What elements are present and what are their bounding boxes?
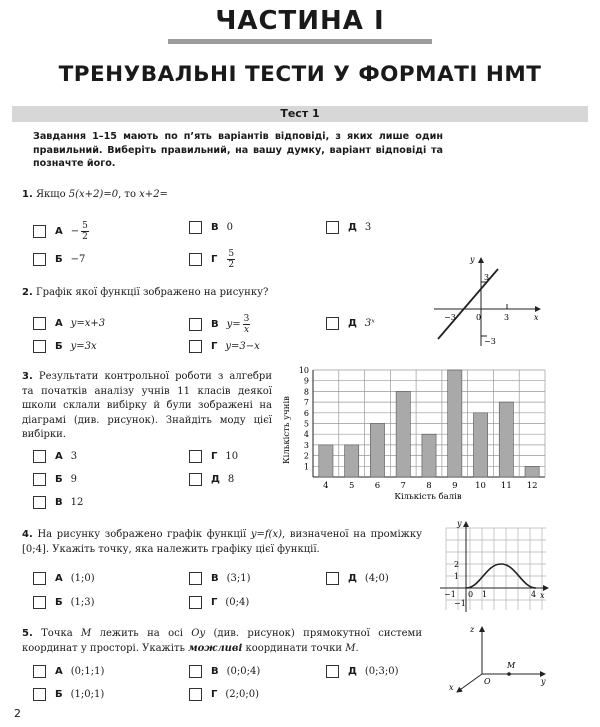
- test-title-bar: Тест 1: [12, 106, 588, 122]
- question-3: [22, 370, 272, 443]
- q1-option-b-cyr[interactable]: [33, 253, 85, 266]
- q2-option-v[interactable]: [189, 314, 250, 335]
- math-variable: M: [345, 642, 356, 654]
- option-letter: А: [55, 573, 63, 584]
- q5-option-b[interactable]: [33, 688, 104, 701]
- q4-option-d[interactable]: [326, 572, 389, 585]
- option-value: −7: [70, 254, 86, 265]
- question-4: [22, 528, 422, 557]
- q3-option-b[interactable]: [33, 473, 77, 486]
- tick-label: −1: [454, 599, 466, 608]
- bar-4: [319, 445, 333, 477]
- tick-label: −3: [484, 337, 496, 346]
- option-letter: Д: [348, 222, 357, 233]
- option-letter: Д: [348, 666, 357, 677]
- y-tick-label: 3: [303, 440, 309, 450]
- answer-checkbox[interactable]: [33, 688, 46, 701]
- x-axis-label: x: [540, 591, 545, 600]
- option-value: 8: [227, 474, 235, 485]
- q4-option-v[interactable]: [189, 572, 251, 585]
- question-number: 3.: [22, 371, 33, 382]
- fraction-denominator: x: [243, 325, 250, 335]
- option-letter: Б: [55, 597, 63, 608]
- q4-option-a[interactable]: [33, 572, 95, 585]
- answer-checkbox[interactable]: [33, 450, 46, 463]
- y-tick-label: 7: [303, 398, 309, 408]
- bar-11: [499, 402, 513, 477]
- x-tick-label: 5: [348, 481, 355, 491]
- x-tick-label: 7: [400, 481, 406, 491]
- tick-label: 1: [482, 590, 488, 599]
- option-value: (1;0): [70, 573, 95, 584]
- y-tick-label: 5: [303, 419, 309, 429]
- fraction-numerator: 5: [82, 221, 88, 231]
- y-axis-label: y: [470, 255, 475, 264]
- q5-3d-axes: [445, 622, 550, 694]
- page-number: 2: [14, 707, 21, 720]
- part-heading: ЧАСТИНА І: [215, 6, 385, 36]
- option-letter: Г: [211, 689, 218, 700]
- option-letter: А: [55, 226, 63, 237]
- fraction-numerator: 5: [228, 249, 235, 259]
- y-axis-label: y: [541, 677, 546, 686]
- question-text: лежить на осі: [91, 628, 192, 639]
- y-tick-label: 4: [303, 430, 309, 440]
- option-letter: Г: [211, 341, 218, 352]
- option-letter: Г: [211, 597, 218, 608]
- option-letter: Б: [55, 689, 63, 700]
- option-letter: В: [211, 666, 219, 677]
- answer-checkbox[interactable]: [33, 596, 46, 609]
- y-tick-label: 10: [298, 366, 309, 375]
- answer-checkbox[interactable]: [326, 572, 339, 585]
- option-letter: Б: [55, 254, 63, 265]
- y-tick-labels: [299, 366, 309, 471]
- answer-checkbox[interactable]: [33, 496, 46, 509]
- bar-12: [525, 466, 539, 477]
- option-letter: В: [211, 222, 219, 233]
- question-number: 2.: [22, 287, 33, 298]
- q3-option-a[interactable]: [33, 450, 77, 463]
- option-letter: Г: [211, 254, 218, 265]
- answer-checkbox[interactable]: [189, 473, 202, 486]
- option-value: 9: [70, 474, 77, 485]
- answer-checkbox[interactable]: [189, 596, 202, 609]
- option-letter: А: [55, 318, 63, 329]
- option-value: (1;0;1): [70, 689, 105, 700]
- answer-checkbox[interactable]: [189, 253, 202, 266]
- x-tick-label: 9: [452, 481, 458, 491]
- y-tick-label: 9: [303, 376, 309, 386]
- answer-checkbox[interactable]: [189, 318, 202, 331]
- q1-option-b[interactable]: [189, 221, 233, 234]
- option-value: 0: [226, 222, 233, 233]
- question-text: , визначеної на проміжку: [281, 529, 422, 540]
- q3-bar-chart: [280, 362, 550, 502]
- question-text: координати точки: [242, 642, 346, 654]
- fraction-numerator: 3: [243, 314, 250, 324]
- x-tick-label: 4: [323, 481, 329, 491]
- emphasis-text: можливі: [188, 642, 243, 654]
- y-tick-label: 6: [303, 408, 309, 418]
- q2-option-g[interactable]: [189, 340, 260, 353]
- x-axis-label: x: [449, 683, 454, 692]
- answer-checkbox[interactable]: [33, 340, 46, 353]
- q4-option-g[interactable]: [189, 596, 249, 609]
- tick-label: 2: [454, 560, 460, 569]
- bar-8: [422, 434, 436, 477]
- origin-label: O: [484, 677, 491, 686]
- x-tick-label: 11: [500, 481, 512, 491]
- option-value: (4;0): [364, 573, 389, 584]
- bar-9: [448, 370, 462, 477]
- tick-label: −1: [444, 590, 456, 599]
- q3-option-v[interactable]: [33, 496, 83, 509]
- answer-checkbox[interactable]: [189, 572, 202, 585]
- q3-option-g[interactable]: [189, 450, 238, 463]
- answer-checkbox[interactable]: [326, 221, 339, 234]
- math-variable: M: [81, 628, 92, 639]
- option-letter: Г: [211, 451, 218, 462]
- question-text: .: [355, 642, 359, 654]
- answer-checkbox[interactable]: [326, 665, 339, 678]
- option-value: (2;0;0): [225, 689, 260, 700]
- q4-graph: [432, 518, 550, 614]
- option-value: (1;3): [70, 597, 95, 608]
- math-expression: x+2=: [139, 189, 168, 200]
- question-text: Якщо: [35, 189, 69, 200]
- answer-checkbox[interactable]: [189, 665, 202, 678]
- q2-option-d[interactable]: [326, 317, 375, 330]
- q1-option-g[interactable]: [189, 249, 235, 270]
- answer-checkbox[interactable]: [189, 340, 202, 353]
- question-text: На рисунку зображено графік функції: [37, 529, 251, 540]
- point-m: [507, 672, 511, 676]
- z-axis-label: z: [470, 625, 475, 634]
- tick-label: 3: [484, 273, 490, 282]
- question-text: Графік якої функції зображено на рисунку?: [35, 287, 269, 298]
- q2-graph: [432, 254, 547, 348]
- question-text: , то: [118, 189, 140, 200]
- point-label: M: [507, 661, 516, 670]
- question-number: 5.: [22, 628, 33, 639]
- tick-label: −3: [444, 313, 456, 322]
- option-value: 12: [70, 497, 84, 508]
- x-tick-label: 6: [374, 481, 381, 491]
- option-letter: Д: [211, 474, 220, 485]
- instructions-text: Завдання 1–15 мають по п’ять варіантів відповіді, з яких лише один правильний. Виберіть правильний, на вашу думку, варіант відповіді та позначте його.: [33, 131, 443, 169]
- question-text: (див. рисунок) прямокутної системи координат у просторі. Укажіть: [22, 628, 423, 654]
- x-axis-title: Кількість балів: [394, 492, 462, 502]
- answer-checkbox[interactable]: [33, 665, 46, 678]
- origin-label: 0: [468, 590, 474, 599]
- math-expression: 5(x+2)=0: [68, 189, 119, 200]
- option-value: (0;3;0): [364, 666, 399, 677]
- q5-option-d[interactable]: [326, 665, 399, 678]
- fraction-denominator: 2: [228, 260, 235, 270]
- answer-checkbox[interactable]: [189, 688, 202, 701]
- option-letter: Д: [348, 318, 357, 329]
- math-expression: y=f(x): [250, 529, 282, 540]
- y-tick-label: 1: [303, 462, 309, 472]
- option-letter: В: [211, 573, 219, 584]
- q5-option-a[interactable]: [33, 665, 104, 678]
- answer-checkbox[interactable]: [326, 317, 339, 330]
- option-value: y=3x: [70, 341, 97, 352]
- y-axis-label: y: [457, 519, 462, 528]
- question-number: 1.: [22, 189, 33, 200]
- answer-checkbox[interactable]: [33, 253, 46, 266]
- x-axis: [457, 674, 482, 692]
- option-letter: А: [55, 451, 63, 462]
- question-5: [22, 627, 422, 656]
- x-tick-labels: [323, 481, 537, 491]
- option-letter: Б: [55, 341, 63, 352]
- q1-option-a[interactable]: [33, 221, 89, 242]
- part-underline: [168, 39, 432, 44]
- option-value: y=x+3: [70, 318, 106, 329]
- math-expression: [0;4]: [22, 543, 46, 555]
- origin-label: 0: [476, 313, 482, 322]
- answer-checkbox[interactable]: [33, 225, 46, 238]
- option-value: 3: [364, 222, 372, 233]
- option-letter: Б: [55, 474, 63, 485]
- answer-checkbox[interactable]: [33, 317, 46, 330]
- q4-option-b[interactable]: [33, 596, 95, 609]
- question-text: . Укажіть точку, яка належить графіку цієї функції.: [45, 543, 320, 555]
- option-sign: −: [70, 226, 80, 237]
- q2-option-a[interactable]: [33, 317, 105, 330]
- q1-option-d[interactable]: [326, 221, 371, 234]
- option-prefix: y=: [226, 319, 241, 330]
- y-tick-label: 2: [303, 451, 309, 461]
- q2-option-b[interactable]: [33, 340, 97, 353]
- q5-option-v[interactable]: [189, 665, 260, 678]
- option-value: (0;4): [225, 597, 250, 608]
- question-text: Точка: [41, 628, 82, 639]
- x-tick-label: 10: [475, 481, 486, 491]
- x-tick-label: 8: [426, 481, 432, 491]
- bar-10: [473, 413, 487, 477]
- tick-label: 1: [454, 572, 460, 581]
- y-axis-title: Кількість учнів: [282, 396, 292, 464]
- option-value: 3: [70, 451, 78, 462]
- bar-6: [370, 424, 384, 478]
- option-letter: В: [211, 319, 219, 330]
- option-letter: Д: [348, 573, 357, 584]
- question-text: Результати контрольної роботи з алгебри та початків аналізу учнів 11 класів деякої школи склали вибірку й були зображені на діаграмі (див. рисунок). Знайдіть моду цієї вибірки.: [22, 371, 272, 440]
- fraction-denominator: 2: [82, 232, 88, 242]
- bar-5: [345, 445, 359, 477]
- page-title: ТРЕНУВАЛЬНІ ТЕСТИ У ФОРМАТІ НМТ: [58, 62, 542, 87]
- answer-checkbox[interactable]: [189, 450, 202, 463]
- answer-checkbox[interactable]: [33, 473, 46, 486]
- answer-checkbox[interactable]: [33, 572, 46, 585]
- option-value: (0;1;1): [70, 666, 105, 677]
- option-value: y=3−x: [225, 341, 260, 352]
- q5-option-g[interactable]: [189, 688, 259, 701]
- bar-7: [396, 391, 410, 477]
- answer-checkbox[interactable]: [189, 221, 202, 234]
- option-value: 3ˣ: [364, 318, 375, 329]
- x-axis-label: x: [534, 313, 539, 322]
- y-tick-label: 8: [303, 387, 309, 397]
- tick-label: 4: [531, 590, 537, 599]
- question-2: [22, 286, 268, 301]
- tick-label: 3: [504, 313, 510, 322]
- option-value: 10: [225, 451, 239, 462]
- option-value: (3;1): [226, 573, 251, 584]
- math-variable: Oy: [191, 628, 206, 639]
- option-value: (0;0;4): [226, 666, 261, 677]
- x-tick-label: 12: [526, 481, 538, 491]
- option-letter: В: [55, 497, 63, 508]
- q3-option-d[interactable]: [189, 473, 234, 486]
- option-letter: А: [55, 666, 63, 677]
- question-number: 4.: [22, 529, 33, 540]
- question-1: [22, 188, 168, 203]
